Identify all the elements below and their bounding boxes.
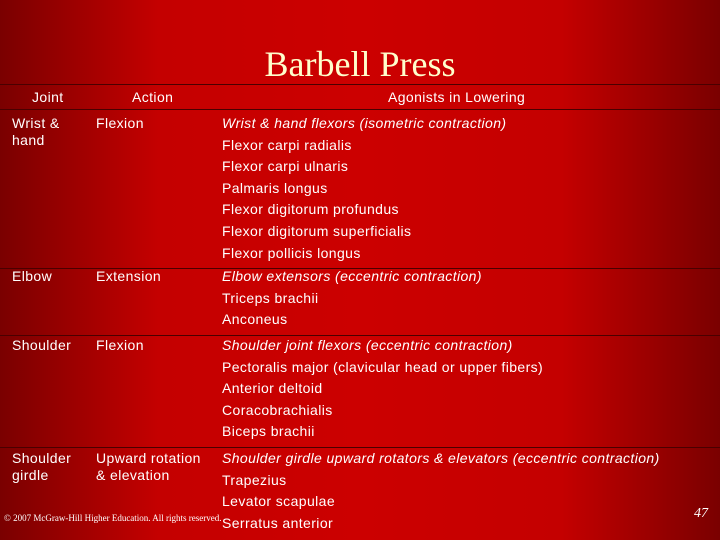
agonist-group-heading: Wrist & hand flexors (isometric contraction) <box>222 115 507 131</box>
joint-cell: Shoulder girdle <box>12 450 72 483</box>
joint-cell: Wrist & hand <box>12 115 60 148</box>
header-joint: Joint <box>32 89 64 105</box>
agonist-group-heading: Shoulder joint flexors (eccentric contraction) <box>222 337 513 353</box>
row-divider <box>0 335 720 336</box>
agonist-muscle: Trapezius <box>222 471 287 488</box>
header-bottom-divider <box>0 109 720 110</box>
joint-cell: Shoulder <box>12 337 72 353</box>
action-cell: Flexion <box>96 337 144 353</box>
agonist-muscle: Flexor pollicis longus <box>222 244 361 261</box>
agonists-cell <box>222 450 714 536</box>
header-action: Action <box>132 89 174 105</box>
copyright-footer: © 2007 McGraw-Hill Higher Education. All rights reserved. <box>4 513 222 523</box>
agonists-cell <box>222 268 714 333</box>
agonist-muscle: Triceps brachii <box>222 289 319 306</box>
agonist-group-heading: Elbow extensors (eccentric contraction) <box>222 268 482 284</box>
action-cell: Flexion <box>96 115 144 131</box>
agonist-muscle: Anterior deltoid <box>222 380 323 397</box>
action-cell: Extension <box>96 268 162 284</box>
agonist-muscle: Flexor digitorum profundus <box>222 201 399 218</box>
agonist-muscle: Pectoralis major (clavicular head or upper fibers) <box>222 358 544 375</box>
agonist-muscle: Flexor digitorum superficialis <box>222 222 412 239</box>
row-divider <box>0 447 720 448</box>
agonist-muscle: Anconeus <box>222 311 288 328</box>
agonist-muscle: Serratus anterior <box>222 514 334 531</box>
header-top-divider <box>0 84 720 85</box>
page-number: 47 <box>694 506 708 521</box>
agonist-muscle: Flexor carpi ulnaris <box>222 158 349 175</box>
agonists-cell <box>222 337 714 445</box>
agonist-muscle: Palmaris longus <box>222 179 328 196</box>
agonist-muscle: Levator scapulae <box>222 493 336 510</box>
header-agonists: Agonists in Lowering <box>388 89 526 105</box>
agonists-cell <box>222 115 714 266</box>
agonist-muscle: Coracobrachialis <box>222 401 333 418</box>
joint-cell: Elbow <box>12 268 53 284</box>
agonist-muscle: Biceps brachii <box>222 423 315 440</box>
agonist-muscle: Flexor carpi radialis <box>222 136 352 153</box>
agonist-group-heading: Shoulder girdle upward rotators & elevators (eccentric contraction) <box>222 450 660 466</box>
action-cell: Upward rotation & elevation <box>96 450 201 483</box>
page-title: Barbell Press <box>264 44 456 84</box>
